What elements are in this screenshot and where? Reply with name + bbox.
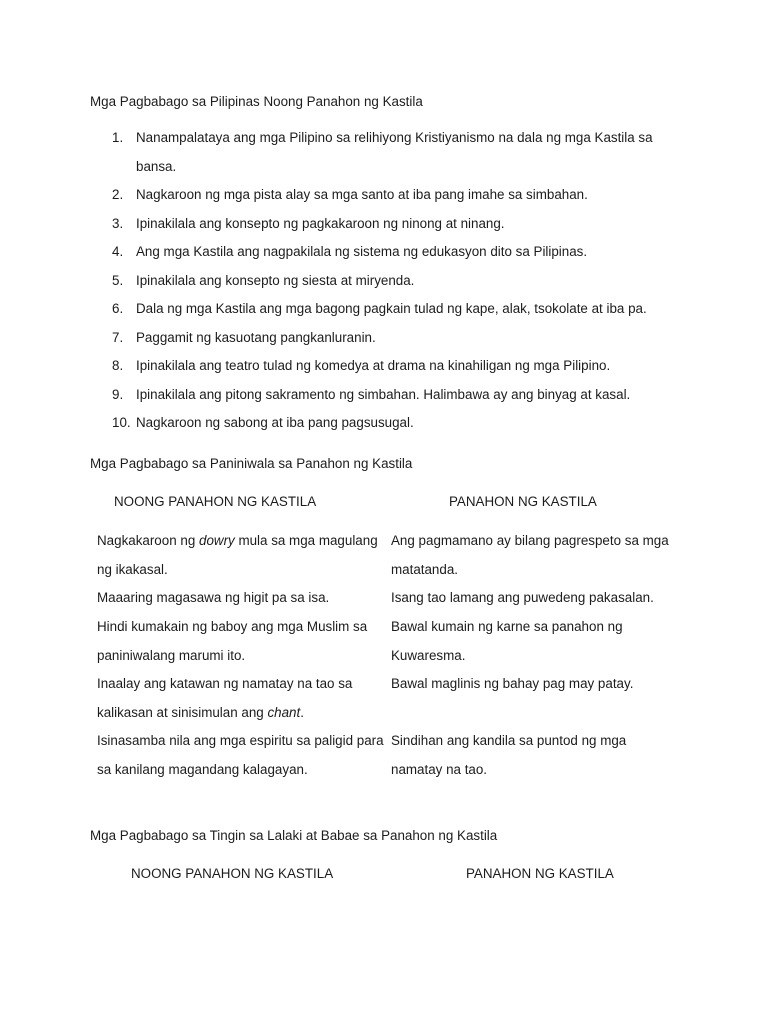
table-cell-during: Ang pagmamano ay bilang pagrespeto sa mga matatanda. bbox=[391, 533, 669, 577]
list-item-text: Ipinakilala ang teatro tulad ng komedya at drama na kinahiligan ng mga Pilipino. bbox=[136, 358, 611, 373]
list-item bbox=[112, 124, 672, 181]
table-cell-during: Isang tao lamang ang puwedeng pakasalan. bbox=[391, 590, 654, 605]
changes-list bbox=[112, 124, 672, 438]
list-item bbox=[112, 324, 672, 353]
section1-title: Mga Pagbabago sa Pilipinas Noong Panahon ng Kastila bbox=[90, 94, 423, 109]
list-item bbox=[112, 295, 672, 324]
col-header-before-2: NOONG PANAHON NG KASTILA bbox=[131, 866, 334, 881]
table-cell-before: Inaalay ang katawan ng namatay na tao sa kalikasan at sinisimulan ang chant. bbox=[97, 676, 353, 720]
table-cell-during: Bawal kumain ng karne sa panahon ng Kuwaresma. bbox=[391, 619, 623, 663]
table-cell-before: Maaaring magasawa ng higit pa sa isa. bbox=[97, 590, 330, 605]
table-cell-during: Bawal maglinis ng bahay pag may patay. bbox=[391, 676, 634, 691]
list-item-text: Paggamit ng kasuotang pangkanluranin. bbox=[136, 329, 376, 345]
list-item-number: 2. bbox=[112, 187, 124, 202]
list-item bbox=[112, 210, 672, 239]
table-cell-during: Sindihan ang kandila sa puntod ng mga namatay na tao. bbox=[391, 733, 627, 777]
table-cell-before: Isinasamba nila ang mga espiritu sa paligid para sa kanilang magandang kalagayan. bbox=[97, 733, 384, 777]
list-item-text: Nanampalataya ang mga Pilipino sa relihiyong Kristiyanismo na dala ng mga Kastila sa bansa. bbox=[136, 130, 653, 174]
list-item bbox=[112, 409, 672, 438]
list-item-number: 7. bbox=[112, 329, 124, 345]
list-item-text: Ipinakilala ang konsepto ng pagkakaroon ng ninong at ninang. bbox=[136, 215, 505, 231]
list-item bbox=[112, 238, 672, 267]
list-item-number: 6. bbox=[112, 301, 124, 316]
list-item-text: Nagkaroon ng sabong at iba pang pagsusugal. bbox=[136, 415, 414, 430]
list-item-number: 1. bbox=[112, 130, 124, 145]
table-cell-before: Hindi kumakain ng baboy ang mga Muslim sa paniniwalang marumi ito. bbox=[97, 619, 368, 663]
dowry-term: dowry bbox=[199, 533, 235, 548]
list-item-number: 10. bbox=[112, 415, 131, 430]
section3-title: Mga Pagbabago sa Tingin sa Lalaki at Babae sa Panahon ng Kastila bbox=[90, 828, 498, 843]
list-item bbox=[112, 352, 672, 381]
list-item-number: 3. bbox=[112, 215, 124, 231]
list-item-text: Ipinakilala ang konsepto ng siesta at miryenda. bbox=[136, 272, 415, 288]
list-item bbox=[112, 381, 672, 410]
col-header-before: NOONG PANAHON NG KASTILA bbox=[114, 494, 317, 509]
list-item bbox=[112, 267, 672, 296]
list-item-number: 4. bbox=[112, 244, 124, 259]
list-item-number: 8. bbox=[112, 358, 124, 373]
list-item-number: 5. bbox=[112, 272, 124, 288]
list-item-text: Dala ng mga Kastila ang mga bagong pagkain tulad ng kape, alak, tsokolate at iba pa. bbox=[136, 301, 647, 316]
list-item-text: Ang mga Kastila ang nagpakilala ng sistema ng edukasyon dito sa Pilipinas. bbox=[136, 244, 588, 259]
list-item bbox=[112, 181, 672, 210]
list-item-text: Nagkaroon ng mga pista alay sa mga santo at iba pang imahe sa simbahan. bbox=[136, 187, 588, 202]
table-cell-before: Nagkakaroon ng dowry mula sa mga magulang ng ikakasal. bbox=[97, 533, 378, 577]
list-item-text: Ipinakilala ang pitong sakramento ng simbahan. Halimbawa ay ang binyag at kasal. bbox=[136, 386, 631, 402]
list-item-number: 9. bbox=[112, 386, 124, 402]
col-header-during: PANAHON NG KASTILA bbox=[449, 494, 597, 509]
section2-title: Mga Pagbabago sa Paniniwala sa Panahon ng Kastila bbox=[90, 456, 413, 471]
col-header-during-2: PANAHON NG KASTILA bbox=[466, 866, 614, 881]
chant-term: chant bbox=[267, 704, 301, 720]
